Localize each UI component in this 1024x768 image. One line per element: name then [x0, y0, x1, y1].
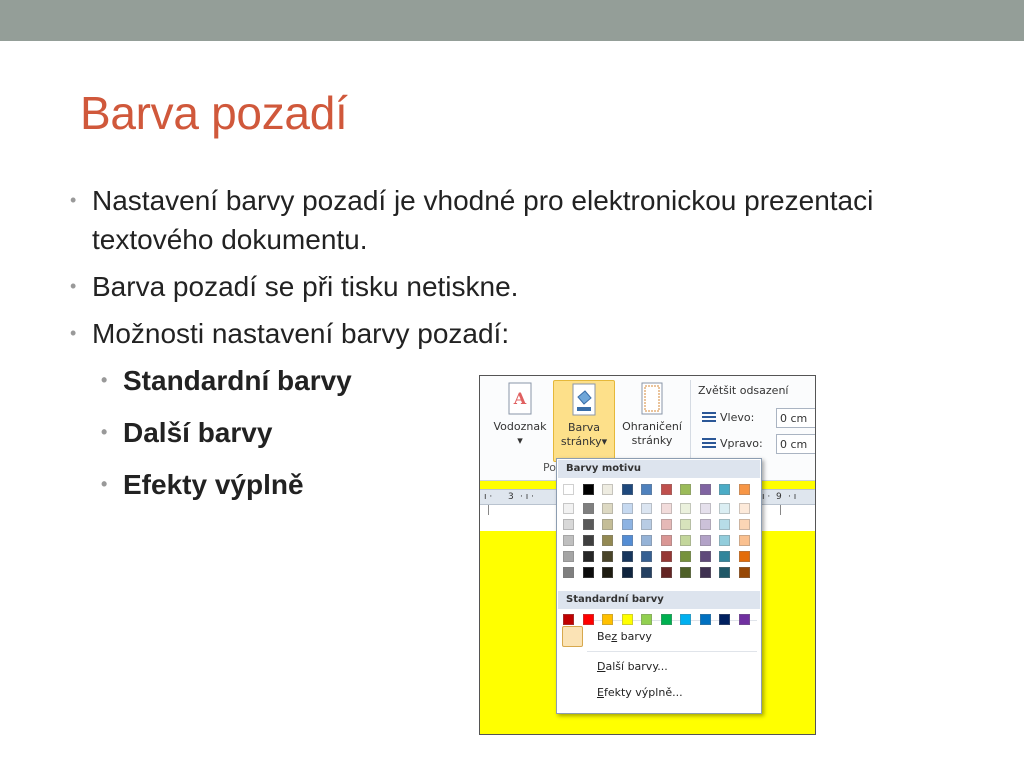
standard-color-swatch[interactable]	[602, 614, 613, 625]
theme-shade-swatch[interactable]	[602, 503, 613, 514]
theme-shade-swatch[interactable]	[700, 503, 711, 514]
bullet-dot: •	[70, 323, 77, 343]
ruler-ticks: ı ·	[762, 492, 771, 502]
theme-color-swatch[interactable]	[739, 484, 750, 495]
theme-shade-swatch[interactable]	[641, 535, 652, 546]
theme-shade-swatch[interactable]	[661, 519, 672, 530]
word-screenshot	[479, 375, 816, 735]
theme-shade-swatch[interactable]	[739, 535, 750, 546]
theme-shade-swatch[interactable]	[739, 567, 750, 578]
watermark-icon	[507, 382, 533, 416]
theme-shade-swatch[interactable]	[700, 567, 711, 578]
standard-color-swatch[interactable]	[661, 614, 672, 625]
no-color-swatch	[562, 626, 583, 647]
ruler-ticks: · ı	[788, 492, 797, 502]
theme-shade-swatch[interactable]	[563, 519, 574, 530]
standard-color-swatch[interactable]	[700, 614, 711, 625]
bullet-dot: •	[101, 370, 108, 390]
page-border-icon	[639, 382, 665, 416]
indent-left-row	[702, 408, 754, 428]
theme-shade-swatch[interactable]	[602, 551, 613, 562]
menu-separator	[587, 651, 757, 652]
theme-shade-swatch[interactable]	[680, 535, 691, 546]
slide-title: Barva pozadí	[80, 87, 348, 139]
theme-shade-swatch[interactable]	[661, 503, 672, 514]
ruler-number-left: 3	[508, 492, 514, 502]
theme-shade-swatch[interactable]	[719, 551, 730, 562]
margin-tick	[488, 505, 489, 515]
indent-left-label: Vlevo:	[720, 411, 755, 424]
subbullet-text: Efekty výplně	[123, 469, 304, 500]
indent-right-label: Vpravo:	[720, 437, 763, 450]
theme-shade-swatch[interactable]	[622, 567, 633, 578]
theme-color-swatch[interactable]	[641, 484, 652, 495]
theme-shade-swatch[interactable]	[700, 535, 711, 546]
theme-shade-swatch[interactable]	[563, 567, 574, 578]
standard-color-swatch[interactable]	[641, 614, 652, 625]
theme-shade-swatch[interactable]	[583, 503, 594, 514]
theme-color-swatch[interactable]	[563, 484, 574, 495]
no-color-item[interactable]: Bez barvy	[597, 630, 652, 643]
theme-shade-swatch[interactable]	[661, 551, 672, 562]
theme-shade-swatch[interactable]	[602, 567, 613, 578]
bullet-item	[70, 181, 970, 259]
theme-color-swatch[interactable]	[661, 484, 672, 495]
theme-shade-swatch[interactable]	[739, 503, 750, 514]
theme-shade-swatch[interactable]	[622, 503, 633, 514]
theme-shade-swatch[interactable]	[680, 503, 691, 514]
indent-right-input[interactable]: 0 cm	[776, 434, 816, 454]
bullet-dot: •	[70, 276, 77, 296]
page-color-button[interactable]	[553, 380, 615, 462]
theme-shade-swatch[interactable]	[602, 535, 613, 546]
bullet-dot: •	[101, 422, 108, 442]
paint-bucket-icon	[571, 383, 597, 417]
indent-right-icon	[702, 438, 716, 450]
watermark-label: Vodoznak	[493, 420, 547, 433]
theme-shade-swatch[interactable]	[719, 519, 730, 530]
standard-color-swatch[interactable]	[622, 614, 633, 625]
theme-shade-swatch[interactable]	[622, 551, 633, 562]
theme-shade-swatch[interactable]	[622, 519, 633, 530]
theme-shade-swatch[interactable]	[563, 503, 574, 514]
fill-effects-item[interactable]: Efekty výplně...	[597, 686, 683, 699]
page-borders-label: Ohraničení	[622, 420, 682, 433]
ruler-ticks-left: ı ·	[484, 492, 493, 502]
standard-color-swatch[interactable]	[719, 614, 730, 625]
theme-shade-swatch[interactable]	[680, 519, 691, 530]
theme-shade-swatch[interactable]	[739, 551, 750, 562]
indent-title: Zvětšit odsazení	[698, 384, 789, 397]
ribbon-group-label: Po	[543, 461, 556, 474]
theme-shade-swatch[interactable]	[563, 535, 574, 546]
theme-shade-swatch[interactable]	[661, 535, 672, 546]
theme-shade-swatch[interactable]	[700, 519, 711, 530]
bullet-item	[70, 267, 970, 306]
bullet-text: Možnosti nastavení barvy pozadí:	[92, 318, 510, 349]
chevron-down-icon: ▾	[601, 435, 608, 448]
theme-color-swatch[interactable]	[680, 484, 691, 495]
theme-shade-swatch[interactable]	[583, 535, 594, 546]
theme-color-swatch[interactable]	[583, 484, 594, 495]
theme-shade-swatch[interactable]	[719, 535, 730, 546]
theme-shade-swatch[interactable]	[680, 567, 691, 578]
subbullet-text: Další barvy	[123, 417, 273, 448]
page-color-label-2: stránky	[560, 435, 602, 448]
theme-shade-swatch[interactable]	[583, 551, 594, 562]
theme-shade-swatch[interactable]	[602, 519, 613, 530]
theme-color-swatch[interactable]	[700, 484, 711, 495]
theme-shade-swatch[interactable]	[641, 567, 652, 578]
standard-colors-header: Standardní barvy	[558, 591, 760, 609]
ruler-number-right: 9	[776, 492, 782, 502]
theme-shade-swatch[interactable]	[583, 519, 594, 530]
theme-color-swatch[interactable]	[622, 484, 633, 495]
theme-shade-swatch[interactable]	[583, 567, 594, 578]
bullet-text: Nastavení barvy pozadí je vhodné pro elektronickou prezentaci textového dokumentu.	[92, 185, 874, 255]
theme-color-swatch[interactable]	[719, 484, 730, 495]
bullet-dot: •	[70, 190, 77, 210]
page-borders-label-2: stránky	[631, 434, 673, 447]
page-color-label: Barva	[567, 421, 601, 434]
theme-shade-swatch[interactable]	[563, 551, 574, 562]
theme-color-swatch[interactable]	[602, 484, 613, 495]
svg-text:A: A	[513, 389, 527, 408]
theme-shade-swatch[interactable]	[700, 551, 711, 562]
theme-shade-swatch[interactable]	[719, 567, 730, 578]
theme-shade-swatch[interactable]	[622, 535, 633, 546]
page-borders-button[interactable]	[616, 380, 688, 460]
indent-left-icon	[702, 412, 716, 424]
standard-color-swatch[interactable]	[563, 614, 574, 625]
page-color-dropdown	[556, 458, 762, 714]
standard-color-swatch[interactable]	[680, 614, 691, 625]
theme-shade-swatch[interactable]	[739, 519, 750, 530]
chevron-down-icon: ▾	[517, 434, 523, 447]
subbullet-text: Standardní barvy	[123, 365, 352, 396]
theme-shade-swatch[interactable]	[719, 503, 730, 514]
margin-tick	[780, 505, 781, 515]
watermark-button[interactable]	[486, 380, 554, 460]
theme-shade-swatch[interactable]	[680, 551, 691, 562]
bullet-text: Barva pozadí se při tisku netiskne.	[92, 271, 519, 302]
theme-shade-swatch[interactable]	[641, 503, 652, 514]
theme-shade-swatch[interactable]	[641, 551, 652, 562]
ruler-ticks: · ı ·	[520, 492, 534, 502]
bullet-item	[70, 314, 970, 353]
standard-color-swatch[interactable]	[583, 614, 594, 625]
more-colors-item[interactable]: Další barvy...	[597, 660, 668, 673]
theme-shade-swatch[interactable]	[641, 519, 652, 530]
indent-left-input[interactable]: 0 cm	[776, 408, 816, 428]
theme-shade-swatch[interactable]	[661, 567, 672, 578]
theme-colors-header: Barvy motivu	[558, 460, 760, 478]
bullet-dot: •	[101, 474, 108, 494]
top-band	[0, 0, 1024, 41]
standard-color-swatch[interactable]	[739, 614, 750, 625]
indent-right-row	[702, 434, 763, 454]
